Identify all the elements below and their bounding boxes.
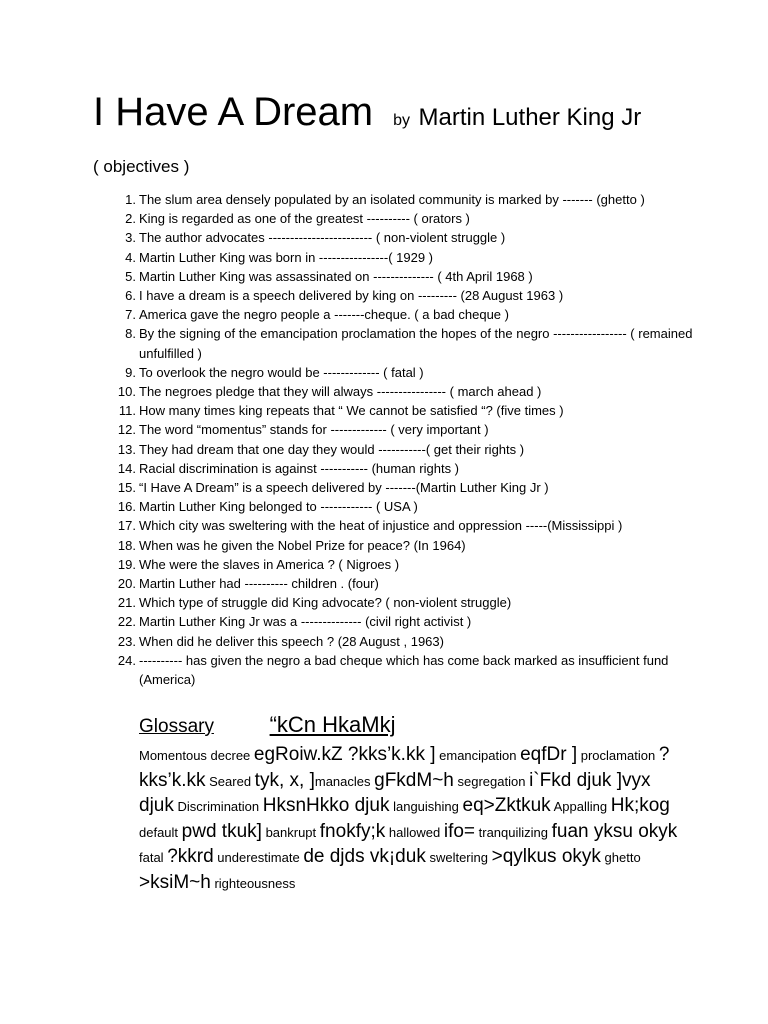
glossary-term: tranquilizing xyxy=(478,824,549,840)
objectives-subtitle: ( objectives ) xyxy=(93,157,190,176)
glossary-term: righteousness xyxy=(214,875,296,891)
glossary-meaning: eqfDr ] xyxy=(520,744,578,765)
glossary-meaning: HksnHkko djuk xyxy=(262,795,390,816)
glossary-term: hallowed xyxy=(388,824,441,840)
glossary-term: languishing xyxy=(393,799,459,814)
glossary-heading-hindi: “kCn HkaMkj xyxy=(269,712,396,737)
list-item: 19. Whe were the slaves in America ? ( Nigroes ) xyxy=(117,556,400,572)
list-item: 4. Martin Luther King was born in ----------------( 1929 ) xyxy=(125,249,433,265)
glossary-meaning: gFkdM~h xyxy=(374,769,454,791)
glossary-meaning: tyk, x, ] xyxy=(254,769,315,791)
glossary-meaning: eq>Zktkuk xyxy=(462,795,551,816)
list-item: 5. Martin Luther King was assassinated on -------------- ( 4th April 1968 ) xyxy=(125,268,533,284)
glossary-meaning: Hk;kog xyxy=(610,795,670,816)
glossary-term: fatal xyxy=(139,850,164,865)
glossary-meaning: >ksiM~h xyxy=(139,871,211,893)
list-item: 14. Racial discrimination is against ----------- (human rights ) xyxy=(117,460,460,476)
list-item: 21. Which type of struggle did King advocate? ( non-violent struggle) xyxy=(117,595,512,611)
list-item: 7. America gave the negro people a -------cheque. ( a bad cheque ) xyxy=(125,307,509,323)
glossary-meaning: >qylkus okyk xyxy=(491,846,601,867)
list-item: 20. Martin Luther had ---------- children . (four) xyxy=(117,576,379,592)
list-item: 3. The author advocates ------------------------ ( non-violent struggle ) xyxy=(125,230,506,246)
glossary-term: ghetto xyxy=(604,850,641,865)
list-item: 15. “I Have A Dream” is a speech delivered by -------(Martin Luther King Jr ) xyxy=(117,480,549,496)
glossary-term: bankrupt xyxy=(265,824,317,840)
glossary-term: Momentous decree xyxy=(139,748,251,763)
glossary-term: segregation xyxy=(457,773,526,789)
list-item: 1. The slum area densely populated by an isolated community is marked by ------- (ghetto ) xyxy=(125,192,645,207)
list-item: 24. ---------- has given the negro a bad cheque which has come back marked as insufficient fund (America) xyxy=(117,652,669,688)
glossary-meaning: ?kks’k.kk xyxy=(139,744,670,791)
glossary-heading: Glossary xyxy=(139,716,214,737)
glossary-meaning: i`Fkd djuk ]vyx djuk xyxy=(139,769,651,816)
list-item: 12. The word “momentus” stands for ------------- ( very important ) xyxy=(117,422,489,438)
list-item: 13. They had dream that one day they would -----------( get their rights ) xyxy=(117,441,525,457)
title-main: I Have A Dream xyxy=(93,90,374,134)
glossary-meaning: fnokfy;k xyxy=(319,820,386,842)
glossary-meaning: fuan yksu okyk xyxy=(551,820,678,842)
glossary-term: sweltering xyxy=(429,850,488,865)
glossary-term: underestimate xyxy=(217,850,300,865)
list-item: 8. By the signing of the emancipation proclamation the hopes of the negro ----------------- ( remained unfulfilled ) xyxy=(125,326,693,361)
glossary-entries xyxy=(139,743,679,896)
glossary-meaning: de djds vk¡duk xyxy=(303,846,426,867)
list-item: 22. Martin Luther King Jr was a -------------- (civil right activist ) xyxy=(117,614,472,630)
list-item: 10. The negroes pledge that they will always ---------------- ( march ahead ) xyxy=(117,384,542,400)
document-title xyxy=(93,92,641,132)
objectives-list xyxy=(117,190,699,689)
glossary-term: default xyxy=(139,824,179,840)
list-item: 6. I have a dream is a speech delivered by king on --------- (28 August 1963 ) xyxy=(125,288,564,304)
glossary-meaning: ifo= xyxy=(443,820,476,842)
glossary-term: manacles xyxy=(314,773,371,789)
glossary-meaning: ?kkrd xyxy=(167,846,214,867)
glossary-term: Discrimination xyxy=(177,799,260,814)
list-item: 9. To overlook the negro would be ------------- ( fatal ) xyxy=(125,364,424,380)
glossary-meaning: pwd tkuk] xyxy=(181,820,262,842)
glossary-term: Appalling xyxy=(553,799,608,814)
list-item: 17. Which city was sweltering with the heat of injustice and oppression -----(Mississippi ) xyxy=(117,518,623,534)
title-author: Martin Luther King Jr xyxy=(418,104,642,131)
list-item: 11. How many times king repeats that “ We cannot be satisfied “? (five times ) xyxy=(118,403,564,419)
list-item: 18. When was he given the Nobel Prize for peace? (In 1964) xyxy=(117,537,466,553)
glossary-term: proclamation xyxy=(580,748,656,763)
glossary-term: Seared xyxy=(209,773,252,789)
list-item: 2. King is regarded as one of the greatest ---------- ( orators ) xyxy=(125,211,470,227)
glossary-section xyxy=(139,710,679,896)
title-by: by xyxy=(393,112,411,129)
list-item: 16. Martin Luther King belonged to ------------ ( USA ) xyxy=(117,499,418,515)
glossary-term: emancipation xyxy=(439,748,517,763)
glossary-meaning: egRoiw.kZ ?kks’k.kk ] xyxy=(253,744,436,765)
list-item: 23. When did he deliver this speech ? (28 August , 1963) xyxy=(117,633,444,649)
